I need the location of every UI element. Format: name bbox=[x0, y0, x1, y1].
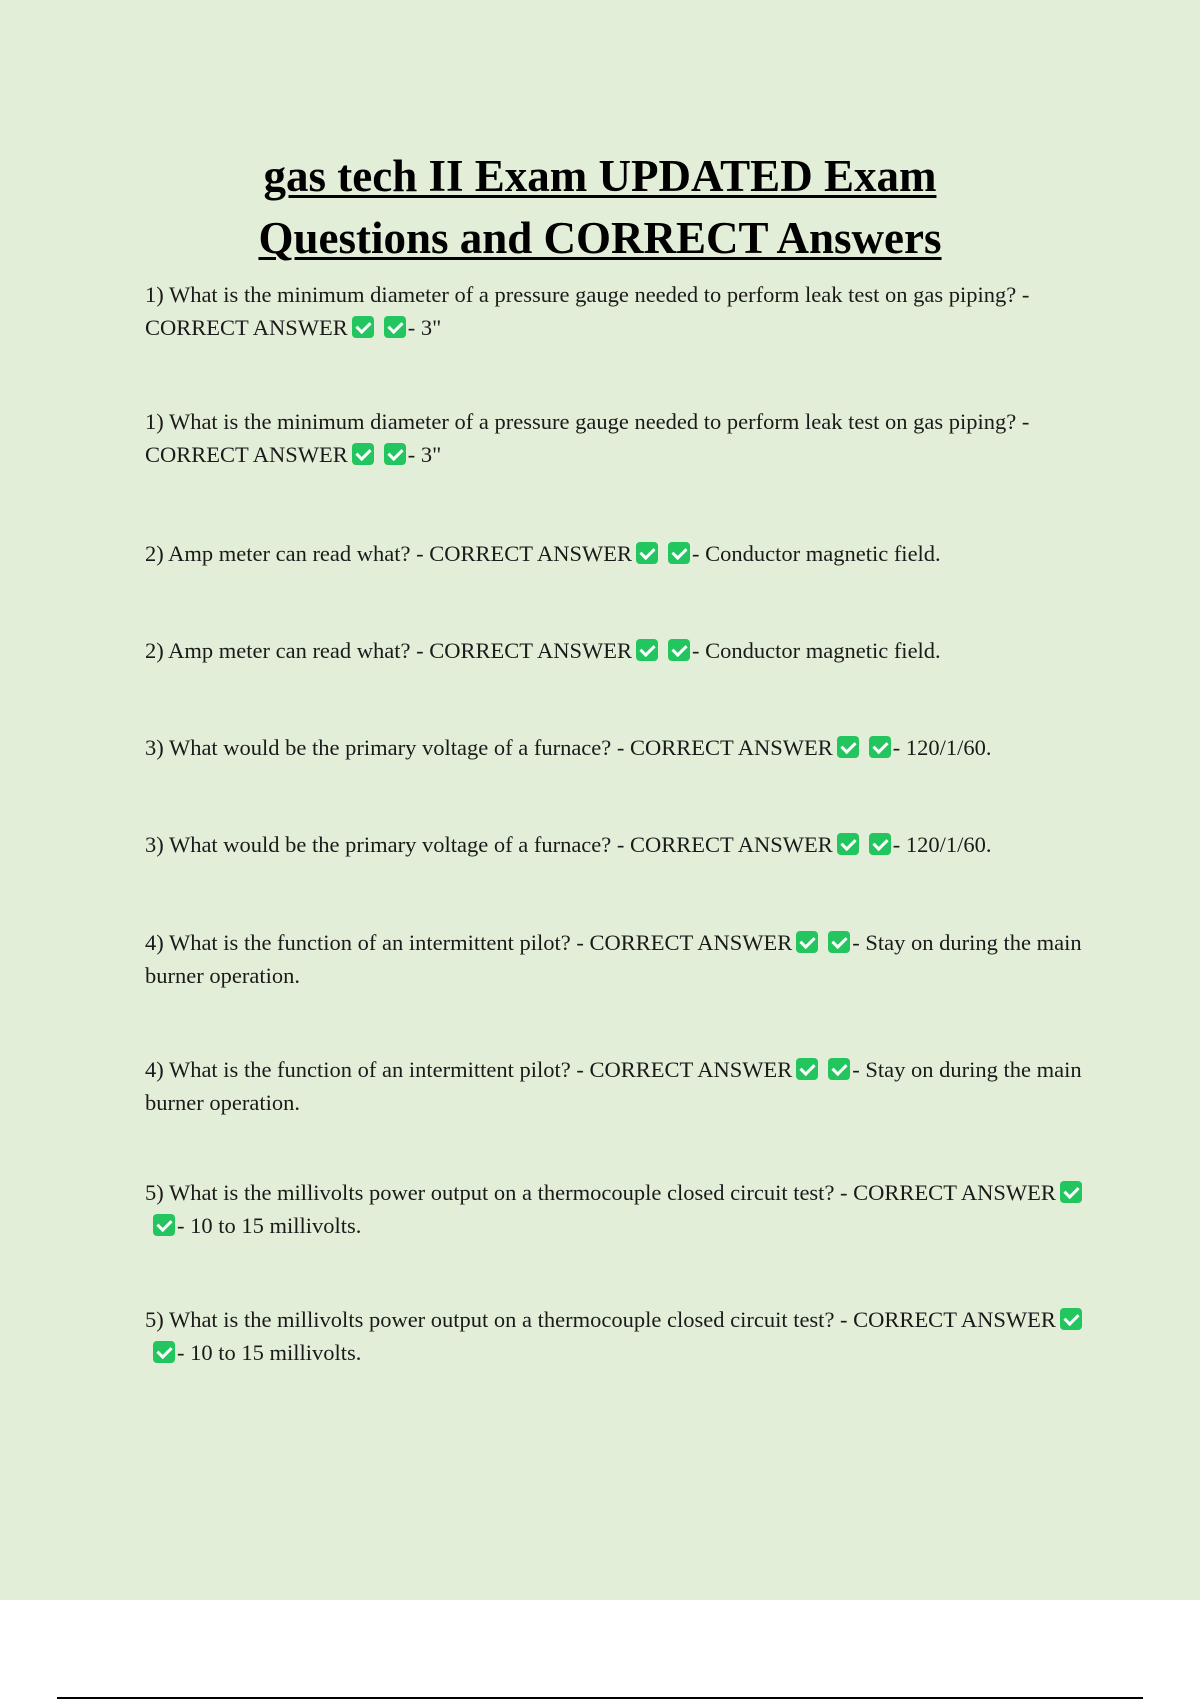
check-box-icon bbox=[796, 1058, 818, 1080]
question-text: 5) What is the millivolts power output on a thermocouple closed circuit test? - bbox=[145, 1307, 854, 1332]
footer-divider bbox=[57, 1697, 1143, 1699]
answer-label: CORRECT ANSWER bbox=[429, 541, 632, 566]
question-text: 4) What is the function of an intermittent pilot? - bbox=[145, 930, 590, 955]
qa-item bbox=[145, 634, 1090, 667]
answer-label: CORRECT ANSWER bbox=[630, 832, 833, 857]
question-text: 2) Amp meter can read what? - bbox=[145, 638, 430, 663]
check-box-icon bbox=[352, 316, 374, 338]
answer-text: - 3" bbox=[407, 315, 442, 340]
answer-label: CORRECT ANSWER bbox=[145, 315, 348, 340]
question-text: 1) What is the minimum diameter of a pressure gauge needed to perform leak test on gas piping? - bbox=[145, 409, 1030, 434]
qa-item bbox=[145, 278, 1090, 344]
qa-item bbox=[145, 731, 1090, 764]
answer-label: CORRECT ANSWER bbox=[145, 442, 348, 467]
check-box-icon bbox=[837, 736, 859, 758]
check-box-icon bbox=[153, 1341, 175, 1363]
answer-text: - 120/1/60. bbox=[892, 832, 992, 857]
qa-item bbox=[145, 1053, 1090, 1119]
answer-text: - Conductor magnetic field. bbox=[692, 541, 941, 566]
title-line-2: Questions and CORRECT Answers bbox=[258, 213, 942, 263]
answer-text: - 3" bbox=[407, 442, 442, 467]
check-box-icon bbox=[828, 1058, 850, 1080]
check-box-icon bbox=[837, 833, 859, 855]
check-box-icon bbox=[1060, 1181, 1082, 1203]
question-text: 1) What is the minimum diameter of a pressure gauge needed to perform leak test on gas piping? - bbox=[145, 282, 1030, 307]
answer-label: CORRECT ANSWER bbox=[853, 1180, 1056, 1205]
check-box-icon bbox=[869, 736, 891, 758]
check-box-icon bbox=[869, 833, 891, 855]
answer-text: - Stay on during the main burner operation. bbox=[145, 1057, 1082, 1115]
answer-text: - Conductor magnetic field. bbox=[692, 638, 941, 663]
answer-label: CORRECT ANSWER bbox=[589, 1057, 793, 1082]
answer-label: CORRECT ANSWER bbox=[589, 930, 793, 955]
check-box-icon bbox=[668, 639, 690, 661]
answer-text: - 10 to 15 millivolts. bbox=[177, 1213, 362, 1238]
answer-text: - 10 to 15 millivolts. bbox=[177, 1340, 362, 1365]
answer-text: - 120/1/60. bbox=[892, 735, 992, 760]
check-box-icon bbox=[796, 931, 818, 953]
question-text: 3) What would be the primary voltage of a furnace? - bbox=[145, 832, 631, 857]
check-box-icon bbox=[636, 542, 658, 564]
answer-label: CORRECT ANSWER bbox=[429, 638, 632, 663]
check-box-icon bbox=[1060, 1308, 1082, 1330]
document-title bbox=[0, 145, 1200, 269]
question-text: 2) Amp meter can read what? - bbox=[145, 541, 430, 566]
title-line-1: gas tech II Exam UPDATED Exam bbox=[263, 151, 937, 201]
check-box-icon bbox=[153, 1214, 175, 1236]
question-text: 5) What is the millivolts power output on a thermocouple closed circuit test? - bbox=[145, 1180, 854, 1205]
answer-text: - Stay on during the main burner operation. bbox=[145, 930, 1082, 988]
qa-item bbox=[145, 1176, 1090, 1242]
qa-item bbox=[145, 537, 1090, 570]
check-box-icon bbox=[352, 443, 374, 465]
question-text: 3) What would be the primary voltage of a furnace? - bbox=[145, 735, 631, 760]
answer-label: CORRECT ANSWER bbox=[853, 1307, 1056, 1332]
qa-item bbox=[145, 1303, 1090, 1369]
check-box-icon bbox=[828, 931, 850, 953]
answer-label: CORRECT ANSWER bbox=[630, 735, 833, 760]
qa-item bbox=[145, 828, 1090, 861]
check-box-icon bbox=[668, 542, 690, 564]
check-box-icon bbox=[384, 316, 406, 338]
check-box-icon bbox=[384, 443, 406, 465]
qa-item bbox=[145, 926, 1090, 992]
qa-item bbox=[145, 405, 1090, 471]
check-box-icon bbox=[636, 639, 658, 661]
question-text: 4) What is the function of an intermittent pilot? - bbox=[145, 1057, 590, 1082]
